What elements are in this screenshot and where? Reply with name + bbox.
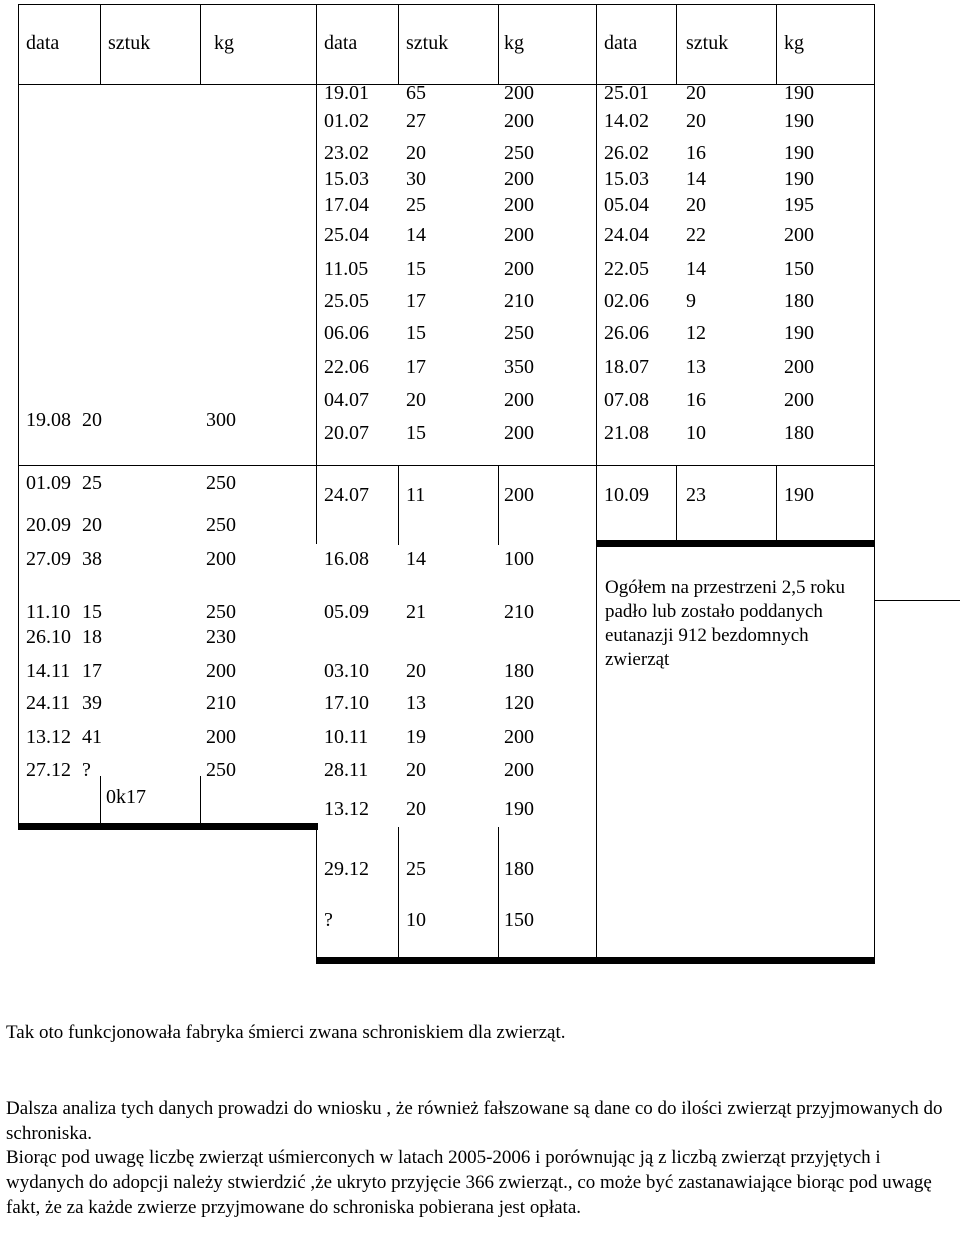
table-cell: 300	[206, 409, 236, 431]
table-cell: 190	[784, 142, 814, 164]
header-cell: sztuk	[108, 32, 151, 54]
table-cell: 19.01	[324, 82, 369, 104]
paragraph-2: Dalsza analiza tych danych prowadzi do wniosku , że również fałszowane są dane co do ilości zwierząt przyjmowanych do schroniska.	[6, 1098, 943, 1144]
table-cell: 15.03	[604, 168, 649, 190]
table-cell: 20	[406, 389, 426, 411]
table-cell: 20	[406, 660, 426, 682]
table-cell: 15	[406, 322, 426, 344]
table-cell: 210	[504, 290, 534, 312]
table-cell: 25.05	[324, 290, 369, 312]
header-cell: sztuk	[686, 32, 729, 54]
table-cell: 22.05	[604, 258, 649, 280]
table-cell: 200	[784, 389, 814, 411]
table-cell: 18	[82, 626, 102, 648]
table-cell: 14	[686, 168, 706, 190]
table-cell: 13	[406, 692, 426, 714]
table-cell: 16.08	[324, 548, 369, 570]
table-cell: 190	[784, 484, 814, 506]
table-cell: 200	[504, 224, 534, 246]
table-cell: 25.01	[604, 82, 649, 104]
table-cell: 65	[406, 82, 426, 104]
table-cell: 20	[82, 409, 102, 431]
table-cell: 19	[406, 726, 426, 748]
table-cell: 25	[406, 858, 426, 880]
table-cell: 26.10	[26, 626, 71, 648]
header-cell: kg	[214, 32, 234, 54]
table-cell: 200	[504, 389, 534, 411]
table-cell: 39	[82, 692, 102, 714]
table-cell: 19.08	[26, 409, 71, 431]
table-cell: 210	[504, 601, 534, 623]
table-cell: 22	[686, 224, 706, 246]
table-cell: 190	[784, 110, 814, 132]
table-cell: 14	[686, 258, 706, 280]
table-cell: 15	[406, 422, 426, 444]
table-cell: 15	[406, 258, 426, 280]
table-cell: 26.02	[604, 142, 649, 164]
table-cell: 230	[206, 626, 236, 648]
table-cell: 250	[206, 472, 236, 494]
table-cell: 20	[406, 798, 426, 820]
table-cell: 190	[784, 82, 814, 104]
table-cell: 22.06	[324, 356, 369, 378]
table-cell: 350	[504, 356, 534, 378]
table-cell: 11	[406, 484, 426, 506]
table-cell: 190	[784, 168, 814, 190]
table-cell: 24.07	[324, 484, 369, 506]
table-cell: 20	[686, 194, 706, 216]
table-cell: 200	[504, 484, 534, 506]
table-cell: 180	[504, 660, 534, 682]
table-cell: 20.09	[26, 514, 71, 536]
table-cell: 14.11	[26, 660, 71, 682]
col1-extra-note: 0k17	[106, 786, 146, 808]
table-cell: 14	[406, 548, 426, 570]
table-cell: 24.04	[604, 224, 649, 246]
summary-note: Ogółem na przestrzeni 2,5 roku padło lub zostało poddanych eutanazji 912 bezdomnych zwierząt	[605, 577, 846, 670]
table-cell: 200	[784, 356, 814, 378]
table-cell: 17	[406, 290, 426, 312]
table-cell: 11.05	[324, 258, 369, 280]
table-cell: 38	[82, 548, 102, 570]
table-cell: 12	[686, 322, 706, 344]
table-cell: 18.07	[604, 356, 649, 378]
table-cell: 250	[206, 759, 236, 781]
table-cell: 07.08	[604, 389, 649, 411]
table-cell: 25.04	[324, 224, 369, 246]
table-cell: 10.09	[604, 484, 649, 506]
table-cell: 10.11	[324, 726, 369, 748]
header-cell: data	[604, 32, 638, 54]
table-cell: 16	[686, 142, 706, 164]
paragraph-1: Tak oto funkcjonowała fabryka śmierci zwana schroniskiem dla zwierząt.	[6, 1022, 566, 1043]
header-cell: kg	[784, 32, 804, 54]
table-cell: 150	[784, 258, 814, 280]
table-cell: 200	[504, 194, 534, 216]
table-cell: 21	[406, 601, 426, 623]
table-cell: 180	[504, 858, 534, 880]
table-cell: 195	[784, 194, 814, 216]
table-cell: 190	[504, 798, 534, 820]
table-cell: 210	[206, 692, 236, 714]
table-cell: 04.07	[324, 389, 369, 411]
table-cell: 10	[686, 422, 706, 444]
table-cell: 15.03	[324, 168, 369, 190]
table-cell: 13	[686, 356, 706, 378]
table-cell: 29.12	[324, 858, 369, 880]
table-cell: 14	[406, 224, 426, 246]
header-cell: data	[324, 32, 358, 54]
table-cell: 25	[82, 472, 102, 494]
table-cell: 16	[686, 389, 706, 411]
table-cell: 200	[206, 726, 236, 748]
table-cell: 21.08	[604, 422, 649, 444]
table-cell: 200	[504, 258, 534, 280]
table-cell: 26.06	[604, 322, 649, 344]
table-cell: 05.09	[324, 601, 369, 623]
table-cell: 05.04	[604, 194, 649, 216]
table-cell: 17.04	[324, 194, 369, 216]
table-cell: 200	[504, 82, 534, 104]
table-cell: 27.12	[26, 759, 71, 781]
table-cell: 250	[504, 322, 534, 344]
table-cell: 20	[406, 142, 426, 164]
table-cell: 10	[406, 909, 426, 931]
header-cell: kg	[504, 32, 524, 54]
table-cell: 17.10	[324, 692, 369, 714]
table-cell: 23	[686, 484, 706, 506]
table-cell: 13.12	[324, 798, 369, 820]
table-cell: 15	[82, 601, 102, 623]
table-cell: 250	[206, 601, 236, 623]
table-cell: 20.07	[324, 422, 369, 444]
table-cell: 30	[406, 168, 426, 190]
table-cell: 20	[686, 82, 706, 104]
table-cell: 17	[406, 356, 426, 378]
table-cell: 120	[504, 692, 534, 714]
table-cell: 27	[406, 110, 426, 132]
table-cell: 200	[504, 422, 534, 444]
table-cell: 11.10	[26, 601, 71, 623]
table-cell: 17	[82, 660, 102, 682]
table-cell: 01.02	[324, 110, 369, 132]
table-cell: 150	[504, 909, 534, 931]
table-cell: 20	[82, 514, 102, 536]
table-cell: 200	[504, 168, 534, 190]
table-cell: 27.09	[26, 548, 71, 570]
table-cell: ?	[82, 759, 91, 781]
table-cell: 06.06	[324, 322, 369, 344]
table-cell: 41	[82, 726, 102, 748]
table-cell: 200	[206, 660, 236, 682]
table-cell: 180	[784, 422, 814, 444]
paragraph-3: Biorąc pod uwagę liczbę zwierząt uśmierconych w latach 2005-2006 i porównując ją z liczbą zwierząt przyjętych i wydanych do adopcji należy stwierdzić ,że ukryto przyjęcie 366 zwierząt., co może być zastanawiające biorąc pod uwagę fakt, że za każde zwierze przyjmowane do schroniska pobierana jest opłata.	[6, 1147, 932, 1218]
table-cell: 200	[504, 759, 534, 781]
header-cell: data	[26, 32, 60, 54]
table-cell: 200	[784, 224, 814, 246]
table-cell: ?	[324, 909, 333, 931]
table-cell: 200	[206, 548, 236, 570]
table-cell: 250	[206, 514, 236, 536]
table-cell: 28.11	[324, 759, 369, 781]
table-cell: 20	[406, 759, 426, 781]
table-cell: 02.06	[604, 290, 649, 312]
table-cell: 14.02	[604, 110, 649, 132]
table-cell: 25	[406, 194, 426, 216]
header-cell: sztuk	[406, 32, 449, 54]
table-cell: 13.12	[26, 726, 71, 748]
table-cell: 190	[784, 322, 814, 344]
table-cell: 24.11	[26, 692, 71, 714]
table-cell: 9	[686, 290, 696, 312]
table-cell: 23.02	[324, 142, 369, 164]
table-cell: 100	[504, 548, 534, 570]
table-cell: 20	[686, 110, 706, 132]
table-cell: 01.09	[26, 472, 71, 494]
table-cell: 200	[504, 110, 534, 132]
table-cell: 180	[784, 290, 814, 312]
table-cell: 250	[504, 142, 534, 164]
table-cell: 03.10	[324, 660, 369, 682]
table-cell: 200	[504, 726, 534, 748]
